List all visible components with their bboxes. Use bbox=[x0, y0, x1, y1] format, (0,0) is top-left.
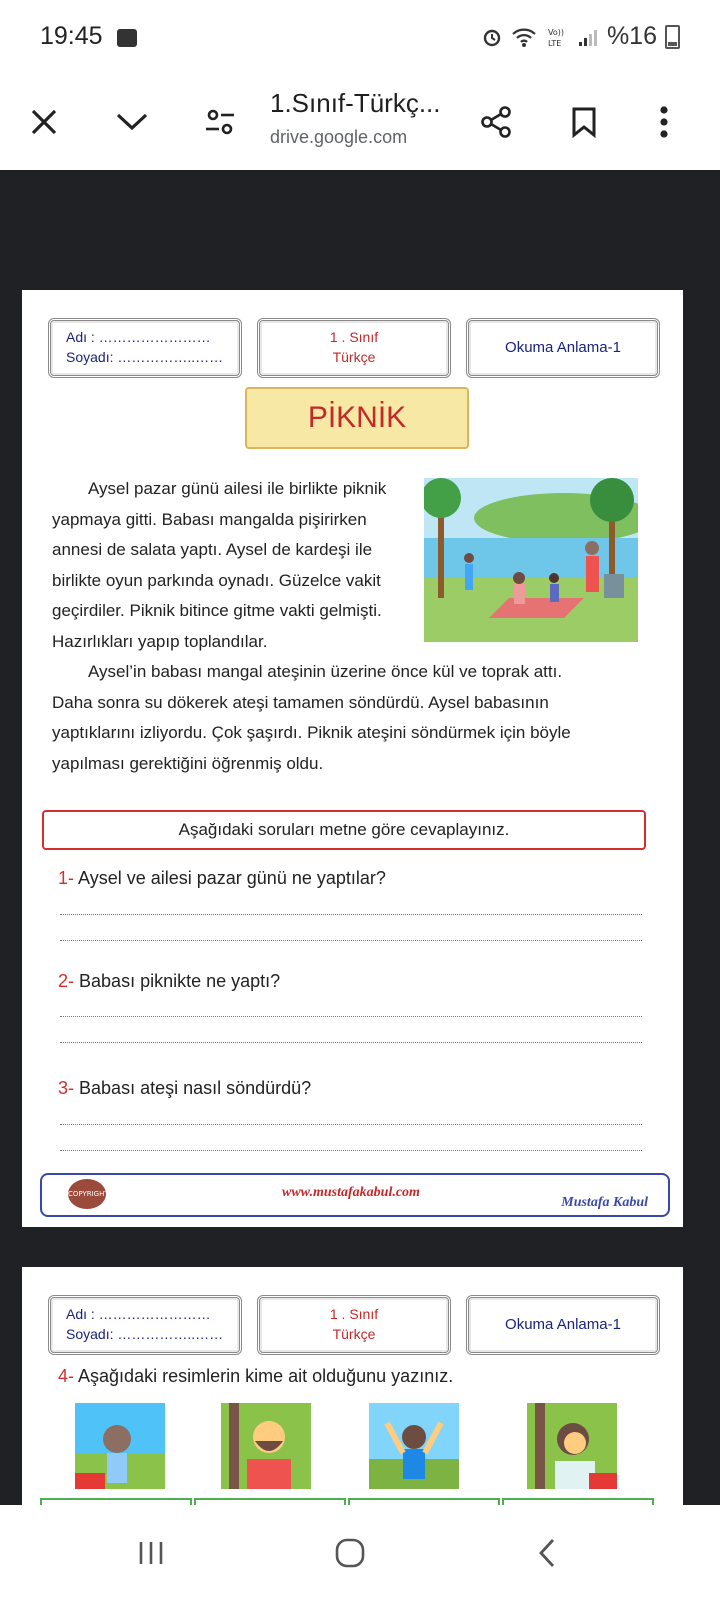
share-icon[interactable] bbox=[474, 100, 518, 144]
answer-box[interactable] bbox=[502, 1498, 654, 1505]
question-3 bbox=[58, 1078, 311, 1099]
document-viewer[interactable] bbox=[0, 170, 720, 1505]
document-title-area[interactable] bbox=[270, 88, 460, 148]
question-text: Aysel ve ailesi pazar günü ne yaptılar? bbox=[78, 868, 386, 888]
question-number: 3- bbox=[58, 1078, 75, 1098]
story-paragraph-2 bbox=[52, 657, 642, 779]
chevron-down-icon[interactable] bbox=[110, 100, 154, 144]
footer-url[interactable]: www.mustafakabul.com bbox=[282, 1185, 420, 1200]
close-icon[interactable] bbox=[22, 100, 66, 144]
surname-label: Soyadı: ……………..…… bbox=[66, 349, 224, 365]
question-1 bbox=[58, 868, 386, 889]
document-title: 1.Sınıf-Türkç... bbox=[270, 88, 441, 118]
boy-picture bbox=[369, 1403, 459, 1489]
name-box bbox=[48, 318, 242, 378]
subject-label: Türkçe bbox=[332, 1326, 376, 1342]
instruction-banner: Aşağıdaki soruları metne göre cevaplayınız. bbox=[42, 810, 646, 850]
status-icons bbox=[481, 22, 680, 51]
signal-icon bbox=[577, 26, 599, 48]
story-line: yaptıklarını izliyordu. Çok şaşırdı. Piknik ateşini söndürmek için böyle bbox=[52, 723, 571, 742]
battery-percent: %16 bbox=[606, 22, 657, 50]
bookmark-icon[interactable] bbox=[562, 100, 606, 144]
name-box bbox=[48, 1295, 242, 1355]
question-number: 2- bbox=[58, 971, 75, 991]
recents-icon[interactable] bbox=[136, 1538, 166, 1568]
question-4 bbox=[58, 1366, 453, 1387]
class-label: 1 . Sınıf bbox=[329, 1306, 379, 1322]
answer-line bbox=[60, 1042, 642, 1043]
more-options-icon[interactable] bbox=[642, 100, 686, 144]
footer-brand: Mustafa Kabul bbox=[561, 1195, 648, 1210]
story-line: Daha sonra su dökerek ateşi tamamen söndürdü. Aysel babasının bbox=[52, 692, 549, 712]
document-source: drive.google.com bbox=[270, 127, 408, 147]
app-bar bbox=[0, 78, 720, 170]
document-page-2 bbox=[22, 1267, 683, 1505]
topic-label: Okuma Anlama-1 bbox=[505, 339, 621, 356]
volte-icon bbox=[545, 25, 569, 49]
story-line: geçirdiler. Piknik bitince gitme vakti gelmişti. bbox=[52, 601, 382, 620]
answer-line bbox=[60, 1124, 642, 1125]
answer-line bbox=[60, 1150, 642, 1151]
page-footer bbox=[40, 1173, 670, 1217]
name-label: Adı : …………………… bbox=[66, 329, 211, 345]
topic-box bbox=[466, 318, 660, 378]
navigation-bar bbox=[0, 1505, 720, 1600]
father-picture bbox=[221, 1403, 311, 1489]
topic-label: Okuma Anlama-1 bbox=[505, 1316, 621, 1333]
battery-icon bbox=[665, 25, 680, 49]
answer-box[interactable] bbox=[194, 1498, 346, 1505]
answer-box[interactable] bbox=[40, 1498, 192, 1505]
gallery-icon bbox=[117, 29, 137, 47]
svg-text:Vo)): Vo)) bbox=[547, 27, 564, 37]
story-line: Hazırlıkları yapıp toplandılar. bbox=[52, 631, 268, 651]
wifi-icon bbox=[511, 26, 537, 48]
girl-picture bbox=[75, 1403, 165, 1489]
question-text: Babası ateşi nasıl söndürdü? bbox=[79, 1078, 312, 1098]
home-icon[interactable] bbox=[333, 1536, 367, 1570]
answer-line bbox=[60, 914, 642, 915]
story-line: yapılması gerektiğini öğrenmiş oldu. bbox=[52, 753, 324, 773]
mother-picture bbox=[527, 1403, 617, 1489]
status-bar bbox=[0, 0, 720, 78]
back-icon[interactable] bbox=[536, 1537, 558, 1569]
story-line: birlikte oyun parkında oynadı. Güzelce vakit bbox=[52, 570, 381, 590]
class-label: 1 . Sınıf bbox=[329, 329, 379, 345]
subject-label: Türkçe bbox=[332, 349, 376, 365]
filter-icon[interactable] bbox=[198, 100, 242, 144]
class-box bbox=[257, 318, 451, 378]
answer-line bbox=[60, 1016, 642, 1017]
question-2 bbox=[58, 971, 280, 992]
document-page-1 bbox=[22, 290, 683, 1227]
svg-text:LTE: LTE bbox=[547, 38, 562, 48]
picnic-illustration bbox=[424, 478, 638, 642]
story-line: yapmaya gitti. Babası mangalda pişirirken bbox=[52, 509, 367, 529]
name-label: Adı : …………………… bbox=[66, 1306, 211, 1322]
story-line: Aysel’in babası mangal ateşinin üzerine önce kül ve toprak attı. bbox=[88, 662, 563, 681]
class-box bbox=[257, 1295, 451, 1355]
question-text: Aşağıdaki resimlerin kime ait olduğunu yazınız. bbox=[78, 1366, 454, 1386]
alarm-icon bbox=[481, 26, 503, 48]
story-line: annesi de salata yaptı. Aysel de kardeşi ile bbox=[52, 540, 373, 559]
surname-label: Soyadı: ……………..…… bbox=[66, 1326, 224, 1342]
story-title: PİKNİK bbox=[245, 387, 469, 449]
answer-box[interactable] bbox=[348, 1498, 500, 1505]
answer-line bbox=[60, 940, 642, 941]
story-line: Aysel pazar günü ailesi ile birlikte piknik bbox=[88, 479, 387, 498]
topic-box bbox=[466, 1295, 660, 1355]
story-paragraph-1 bbox=[52, 474, 424, 657]
copyright-badge: COPYRIGHT bbox=[68, 1179, 106, 1209]
status-time: 19:45 bbox=[40, 22, 103, 50]
question-number: 1- bbox=[58, 868, 75, 888]
question-text: Babası piknikte ne yaptı? bbox=[79, 971, 281, 991]
question-number: 4- bbox=[58, 1366, 75, 1386]
